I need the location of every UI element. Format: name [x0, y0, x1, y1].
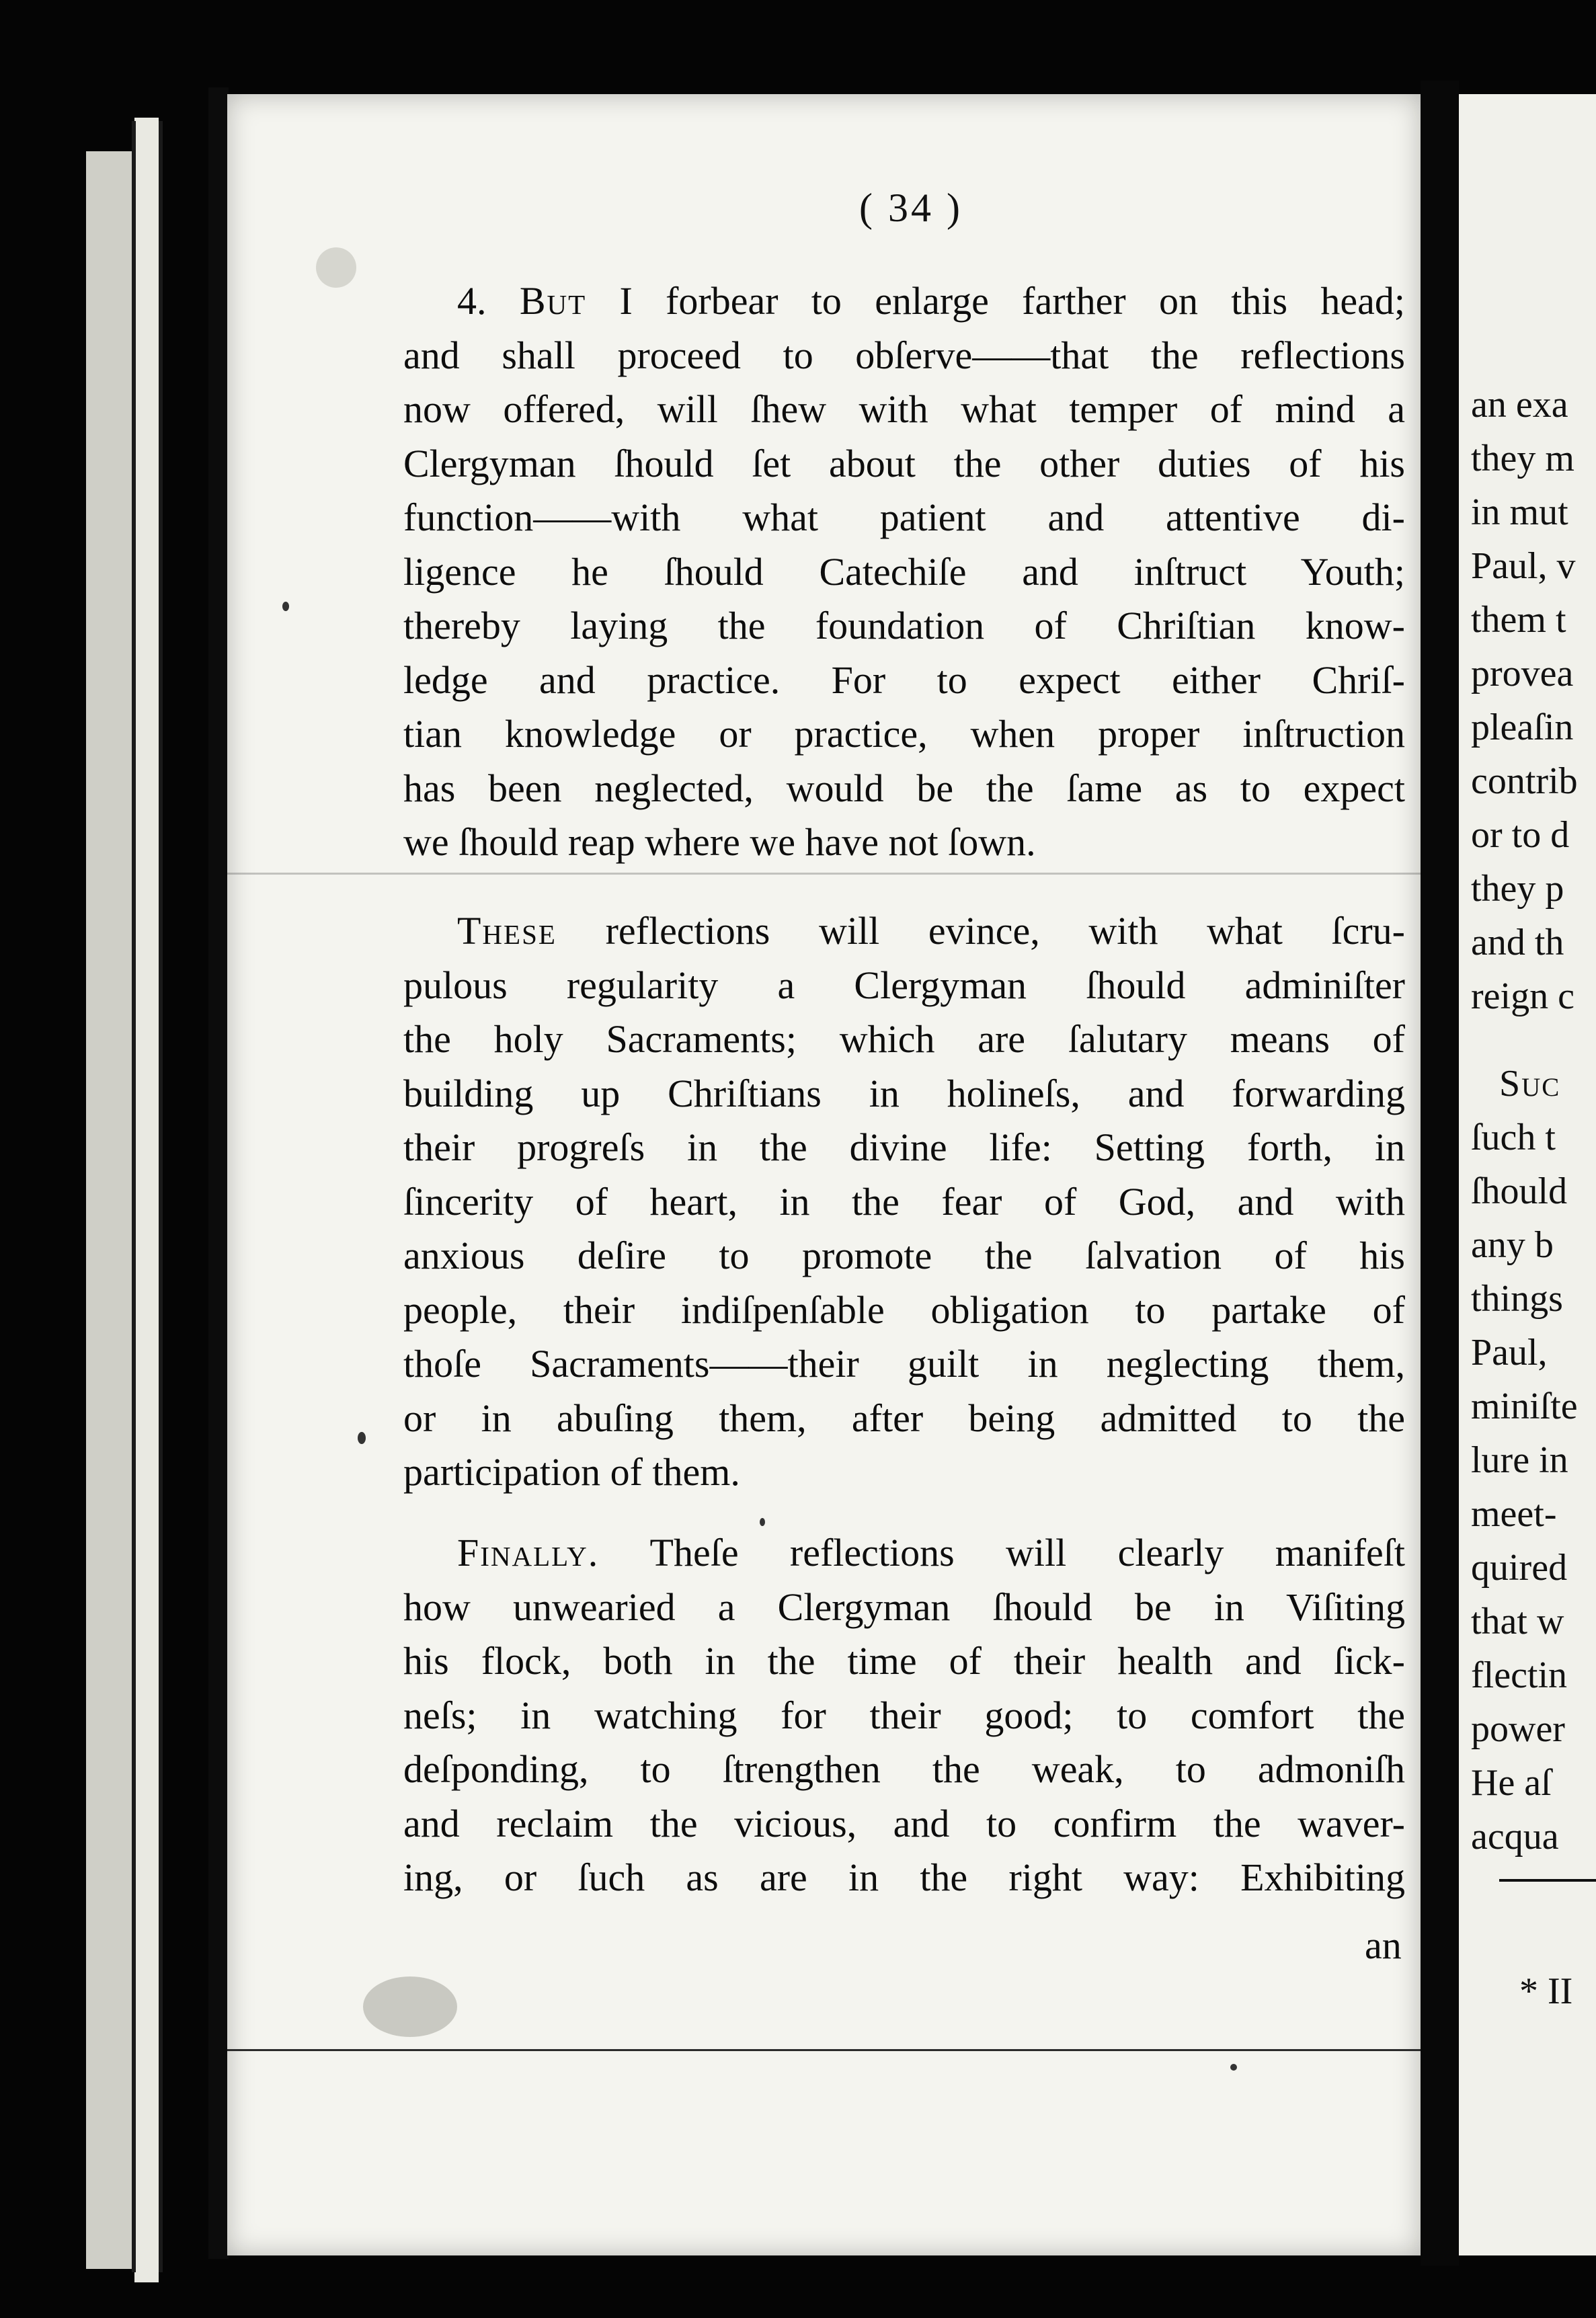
page-edge-shadow: [208, 87, 229, 2259]
scan-speck: [1230, 2064, 1237, 2071]
right-page-fragment: [1459, 94, 1596, 2255]
scan-speck: [760, 1518, 765, 1526]
paragraph-1: [403, 274, 1405, 870]
right-page-line: things: [1471, 1278, 1563, 1320]
text-line: anxious deſire to promote the ſalvation of his: [403, 1234, 1405, 1277]
text-line: [403, 1526, 1405, 1581]
right-page-line: He aſ: [1471, 1762, 1552, 1804]
text-line: we ſhould reap where we have not ſown.: [403, 820, 1036, 864]
binding-line: [132, 121, 136, 2272]
right-page-line: acqua: [1471, 1816, 1559, 1857]
right-page-line: ſuch t: [1471, 1117, 1556, 1158]
line-text: Theſe reflections will clearly manifeſt: [599, 1531, 1405, 1574]
text-line: neſs; in watching for their good; to comfort the: [403, 1693, 1405, 1737]
lead-word: Finally.: [457, 1531, 600, 1574]
text-line: ledge and practice. For to expect either Chriſ-: [403, 657, 1405, 702]
page-number: ( 34 ): [859, 186, 963, 230]
text-line: Clergyman ſhould ſet about the other duties of his: [403, 441, 1405, 485]
scan-speck: [282, 602, 289, 611]
lead-word: These: [457, 909, 557, 953]
right-page-line: reign c: [1471, 975, 1574, 1017]
right-page-line: in mut: [1471, 491, 1568, 533]
right-page-line: Paul, v: [1471, 545, 1576, 587]
text-line: people, their indiſpenſable obligation to partake of: [403, 1287, 1405, 1332]
paragraph-2: [403, 904, 1405, 1500]
book-gutter: [1421, 81, 1459, 2266]
text-line: ligence he ſhould Catechiſe and inſtruct Youth;: [403, 549, 1405, 594]
right-page-line: them t: [1471, 599, 1566, 641]
text-line: thoſe Sacraments——their guilt in neglecting them,: [403, 1342, 1405, 1386]
text-line: and reclaim the vicious, and to confirm the waver-: [403, 1801, 1405, 1845]
right-page-line: Suc: [1499, 1063, 1561, 1105]
text-line: ing, or ſuch as are in the right way: Exhibiting: [403, 1855, 1405, 1899]
text-line: thereby laying the foundation of Chriſtian know-: [403, 604, 1405, 647]
text-line: the holy Sacraments; which are ſalutary means of: [403, 1017, 1405, 1061]
catchword: an: [1365, 1923, 1402, 1967]
text-line: or in abuſing them, after being admitted to the: [403, 1396, 1405, 1440]
text-line: function——with what patient and attentive di-: [403, 495, 1405, 539]
right-page-line: flectin: [1471, 1654, 1568, 1696]
text-line: how unwearied a Clergyman ſhould be in Viſiting: [403, 1585, 1405, 1629]
line-text: I forbear to enlarge farther on this head;: [586, 279, 1405, 323]
right-page-line: an exa: [1471, 384, 1568, 426]
footnote-rule: [1499, 1879, 1596, 1882]
scan-speck: [358, 1432, 366, 1444]
right-page-line: and th: [1471, 922, 1564, 963]
right-page-line: quired: [1471, 1547, 1568, 1589]
binding-line: [159, 121, 163, 2272]
right-page-line: power: [1471, 1708, 1565, 1750]
right-page-line: miniſte: [1471, 1386, 1578, 1427]
text-line: [403, 904, 1405, 959]
right-page-line: pleaſin: [1471, 707, 1574, 748]
text-line: [403, 274, 1405, 329]
scan-line: [227, 2049, 1421, 2051]
text-line: tian knowledge or practice, when proper inſtruction: [403, 712, 1405, 756]
line-text: reflections will evince, with what ſcru-: [556, 909, 1405, 953]
paragraph-3: [403, 1526, 1405, 1905]
right-page-line: Paul,: [1471, 1332, 1548, 1373]
text-line: his flock, both in the time of their health and ſick-: [403, 1639, 1405, 1683]
right-page-line: ſhould: [1471, 1170, 1568, 1212]
right-page-line: lure in: [1471, 1439, 1568, 1481]
right-page-line: contrib: [1471, 760, 1578, 802]
right-page-line: provea: [1471, 653, 1574, 694]
right-page-line: that w: [1471, 1601, 1564, 1642]
text-line: their progreſs in the divine life: Setting forth, in: [403, 1125, 1405, 1169]
binding-margin: [86, 151, 134, 2269]
right-page-line: they m: [1471, 438, 1574, 479]
right-page-line: meet-: [1471, 1493, 1557, 1535]
text-line: deſponding, to ſtrengthen the weak, to admoniſh: [403, 1747, 1405, 1791]
text-line: now offered, will ſhew with what temper of mind a: [403, 387, 1405, 431]
text-line: and shall proceed to obſerve——that the reflections: [403, 333, 1405, 377]
right-page-line: they p: [1471, 868, 1564, 910]
scan-line: [227, 873, 1421, 875]
binding-margin-inner: [134, 118, 159, 2282]
scan-speck: [363, 1976, 457, 2037]
section-number: 4.: [457, 279, 487, 323]
text-line: ſincerity of heart, in the fear of God, and with: [403, 1179, 1405, 1224]
footnote-marker: * II: [1519, 1970, 1573, 2012]
scan-speck: [316, 247, 356, 288]
text-line: has been neglected, would be the ſame as to expect: [403, 766, 1405, 810]
text-line: pulous regularity a Clergyman ſhould adminiſter: [403, 963, 1405, 1007]
right-page-line: any b: [1471, 1224, 1554, 1266]
text-line: building up Chriſtians in holineſs, and forwarding: [403, 1071, 1405, 1115]
text-line: participation of them.: [403, 1450, 740, 1494]
lead-word: But: [519, 279, 587, 323]
right-page-line: or to d: [1471, 814, 1570, 856]
